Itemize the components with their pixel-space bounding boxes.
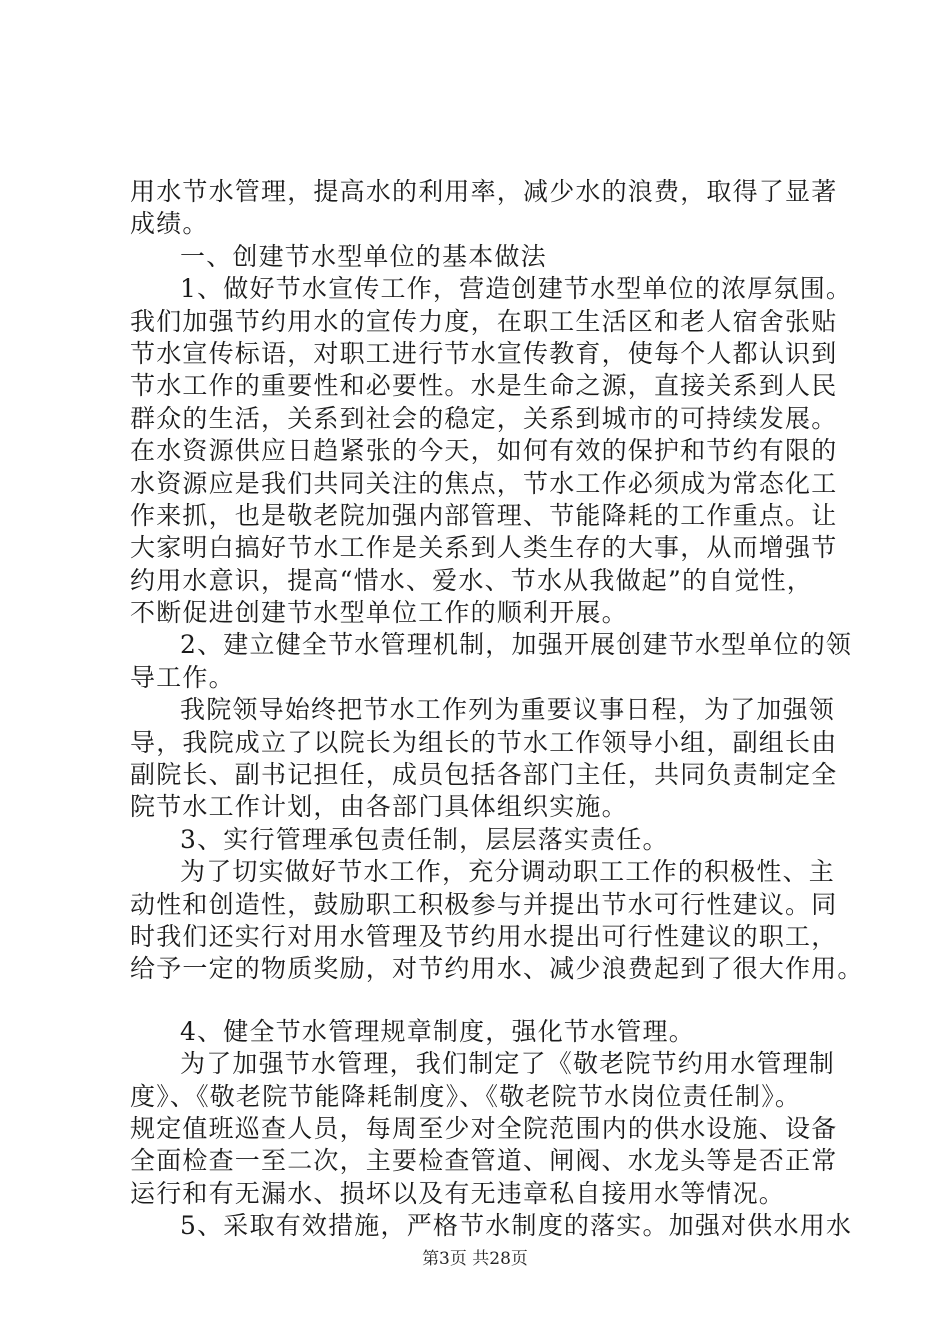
text-line: 动性和创造性，鼓励职工积极参与并提出节水可行性建议。同	[130, 889, 838, 919]
body-text	[130, 176, 870, 1243]
paragraph-start: 为了切实做好节水工作，充分调动职工工作的积极性、主	[180, 857, 836, 887]
subsection-heading: 5、采取有效措施，严格节水制度的落实。加强对供水用水	[180, 1211, 853, 1241]
paragraph-start: 为了加强节水管理，我们制定了《敬老院节约用水管理制	[180, 1049, 836, 1079]
section-heading: 一、创建节水型单位的基本做法	[180, 241, 547, 271]
text-line: 作来抓，也是敬老院加强内部管理、节能降耗的工作重点。让	[130, 500, 838, 530]
text-line: 约用水意识，提高“惜水、爱水、节水从我做起”的自觉性，	[130, 565, 813, 595]
text-line: 规定值班巡查人员，每周至少对全院范围内的供水设施、设备	[130, 1113, 838, 1143]
text-line: 全面检查一至二次，主要检查管道、闸阀、水龙头等是否正常	[130, 1146, 838, 1176]
page-footer	[0, 1244, 950, 1269]
page-number: 第3页 共28页	[422, 1249, 528, 1269]
text-line: 导，我院成立了以院长为组长的节水工作领导小组，副组长由	[130, 727, 838, 757]
text-line: 我们加强节约用水的宣传力度，在职工生活区和老人宿舍张贴	[130, 306, 838, 336]
text-line: 在水资源供应日趋紧张的今天，如何有效的保护和节约有限的	[130, 436, 838, 466]
subsection-heading: 2、建立健全节水管理机制，加强开展创建节水型单位的领	[180, 630, 853, 660]
text-line: 运行和有无漏水、损坏以及有无违章私自接用水等情况。	[130, 1178, 786, 1208]
text-line: 用水节水管理，提高水的利用率，减少水的浪费，取得了显著	[130, 177, 838, 206]
text-line: 时我们还实行对用水管理及节约用水提出可行性建议的职工，	[130, 921, 838, 951]
paragraph-start: 我院领导始终把节水工作列为重要议事日程，为了加强领	[180, 695, 836, 725]
subsection-heading: 1、做好节水宣传工作，营造创建节水型单位的浓厚氛围。	[180, 274, 853, 304]
text-line: 水资源应是我们共同关注的焦点，节水工作必须成为常态化工	[130, 468, 838, 498]
subsection-heading: 4、健全节水管理规章制度，强化节水管理。	[180, 1016, 695, 1046]
text-line: 成绩。	[130, 209, 209, 239]
text-line: 节水工作的重要性和必要性。水是生命之源，直接关系到人民	[130, 371, 838, 401]
text-line: 导工作。	[130, 662, 235, 692]
subsection-heading: 3、实行管理承包责任制，层层落实责任。	[180, 824, 669, 854]
text-line: 度》、《敬老院节能降耗制度》、《敬老院节水岗位责任制》。	[130, 1081, 802, 1111]
text-line: 院节水工作计划，由各部门具体组织实施。	[130, 792, 628, 822]
text-line: 副院长、副书记担任，成员包括各部门主任，共同负责制定全	[130, 760, 838, 790]
text-line: 大家明白搞好节水工作是关系到人类生存的大事，从而增强节	[130, 533, 838, 563]
text-line: 群众的生活，关系到社会的稳定，关系到城市的可持续发展。	[130, 403, 838, 433]
text-line: 不断促进创建节水型单位工作的顺利开展。	[130, 598, 628, 628]
paragraph-gap	[130, 986, 870, 1016]
text-line: 节水宣传标语，对职工进行节水宣传教育，使每个人都认识到	[130, 338, 838, 368]
text-line: 给予一定的物质奖励，对节约用水、减少浪费起到了很大作用。	[130, 954, 864, 984]
